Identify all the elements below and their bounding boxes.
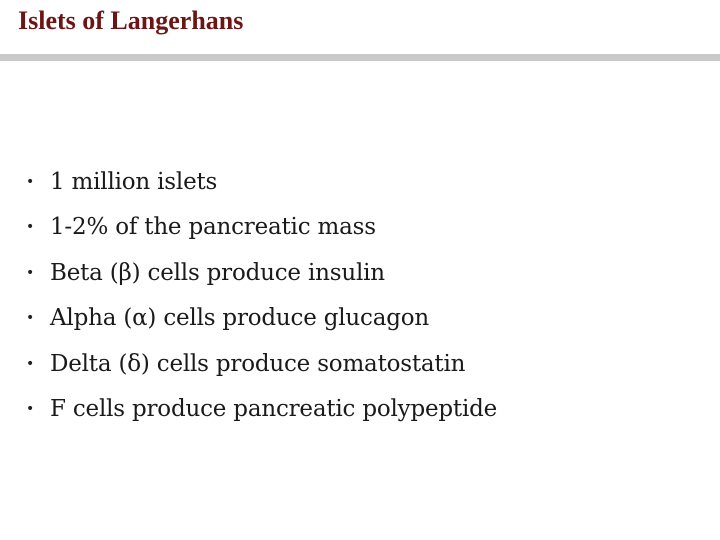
- bullet-text: 1 million islets: [50, 168, 218, 195]
- bullet-text: F cells produce pancreatic polypeptide: [50, 396, 498, 423]
- bullet-icon: •: [26, 401, 35, 418]
- bullet-icon: •: [26, 173, 35, 190]
- slide-title: Islets of Langerhans: [18, 6, 244, 35]
- bullet-list: [26, 159, 497, 432]
- title-divider: [0, 54, 720, 61]
- bullet-text: Beta (β) cells produce insulin: [50, 259, 385, 286]
- bullet-icon: •: [26, 355, 35, 372]
- bullet-item: [26, 341, 497, 387]
- bullet-item: [26, 296, 497, 342]
- bullet-item: [26, 159, 497, 205]
- bullet-item: [26, 205, 497, 251]
- bullet-icon: •: [26, 264, 35, 281]
- bullet-item: [26, 250, 497, 296]
- bullet-icon: •: [26, 310, 35, 327]
- bullet-icon: •: [26, 219, 35, 236]
- bullet-text: 1-2% of the pancreatic mass: [50, 214, 376, 241]
- bullet-text: Delta (δ) cells produce somatostatin: [50, 350, 466, 377]
- bullet-text: Alpha (α) cells produce glucagon: [50, 305, 430, 332]
- bullet-item: [26, 387, 497, 433]
